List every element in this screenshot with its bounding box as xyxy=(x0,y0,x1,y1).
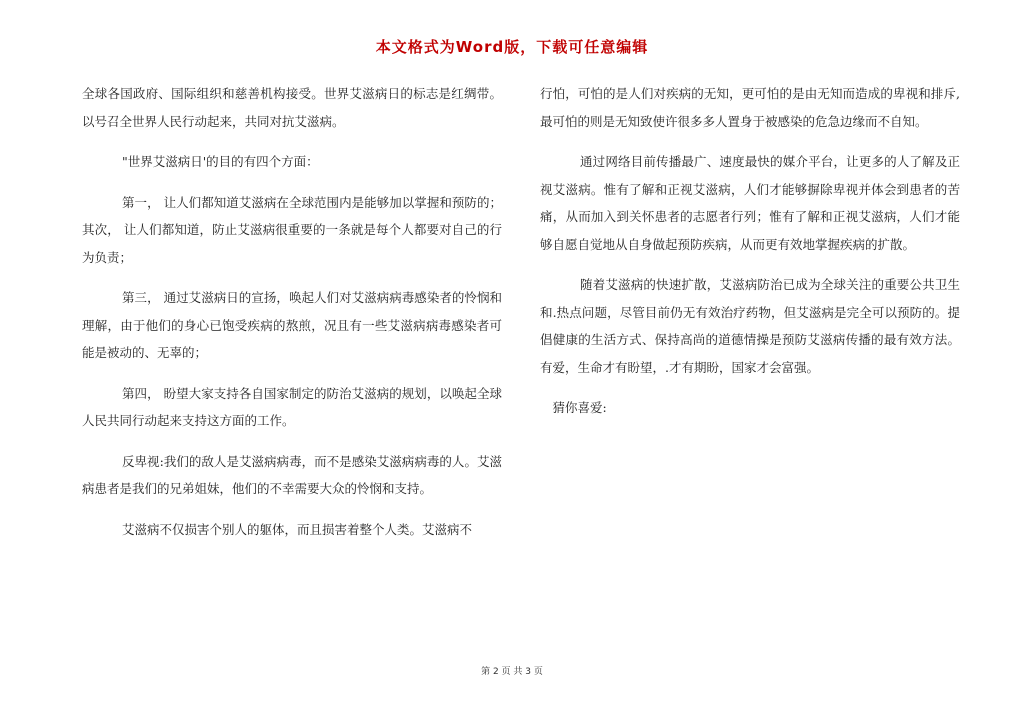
paragraph: 艾滋病不仅损害个别人的躯体，而且损害着整个人类。艾滋病不 xyxy=(122,521,473,537)
paragraph: 全球各国政府、国际组织和慈善机构接受。世界艾滋病日的标志是红绸带。以号召全世界人民行动起来，共同对抗艾滋病。 xyxy=(82,86,502,129)
paragraph: 猜你喜爱: xyxy=(552,400,607,415)
left-column xyxy=(82,80,502,556)
paragraph: 第一， 让人们都知道艾滋病在全球范围内是能够加以掌握和预防的；其次， 让人们都知道，防止艾滋病很重要的一条就是每个人都要对自己的行为负责； xyxy=(82,194,502,265)
paragraph: 通过网络目前传播最广、速度最快的媒介平台，让更多的人了解及正视艾滋病。惟有了解和正视艾滋病，人们才能够摒除卑视并体会到患者的苦痛，从而加入到关怀患者的志愿者行列；惟有了解和正视艾滋病，人们才能够自愿自觉地从自身做起预防疾病，从而更有效地掌握疾病的扩散。 xyxy=(540,154,960,252)
paragraph: 行怕，可怕的是人们对疾病的无知，更可怕的是由无知而造成的卑视和排斥,最可怕的则是无知致使许很多多人置身于被感染的危急边缘而不自知。 xyxy=(540,86,960,129)
paragraph: 第四， 盼望大家支持各自国家制定的防治艾滋病的规划，以唤起全球人民共同行动起来支持这方面的工作。 xyxy=(82,385,502,428)
page-number: 第 2 页 共 3 页 xyxy=(481,667,543,677)
right-column xyxy=(540,80,960,435)
paragraph: 第三， 通过艾滋病日的宣扬，唤起人们对艾滋病病毒感染者的怜悯和理解，由于他们的身心已饱受疾病的熬煎，况且有一些艾滋病病毒感染者可能是被动的、无辜的； xyxy=(82,290,502,360)
paragraph: 反卑视:我们的敌人是艾滋病病毒，而不是感染艾滋病病毒的人。艾滋病患者是我们的兄弟姐妹，他们的不幸需要大众的怜悯和支持。 xyxy=(82,453,502,496)
paragraph: 随着艾滋病的快速扩散，艾滋病防治已成为全球关注的重要公共卫生和.热点问题，尽管目前仍无有效治疗药物，但艾滋病是完全可以预防的。提倡健康的生活方式、保持高尚的道德情操是预防艾滋病传播的最有效方法。 有爱，生命才有盼望，.才有期盼，国家才会富强。 xyxy=(540,277,960,375)
paragraph: "世界艾滋病日'的目的有四个方面： xyxy=(122,154,319,169)
download-banner: 本文格式为Word版，下载可任意编辑 xyxy=(375,38,649,56)
